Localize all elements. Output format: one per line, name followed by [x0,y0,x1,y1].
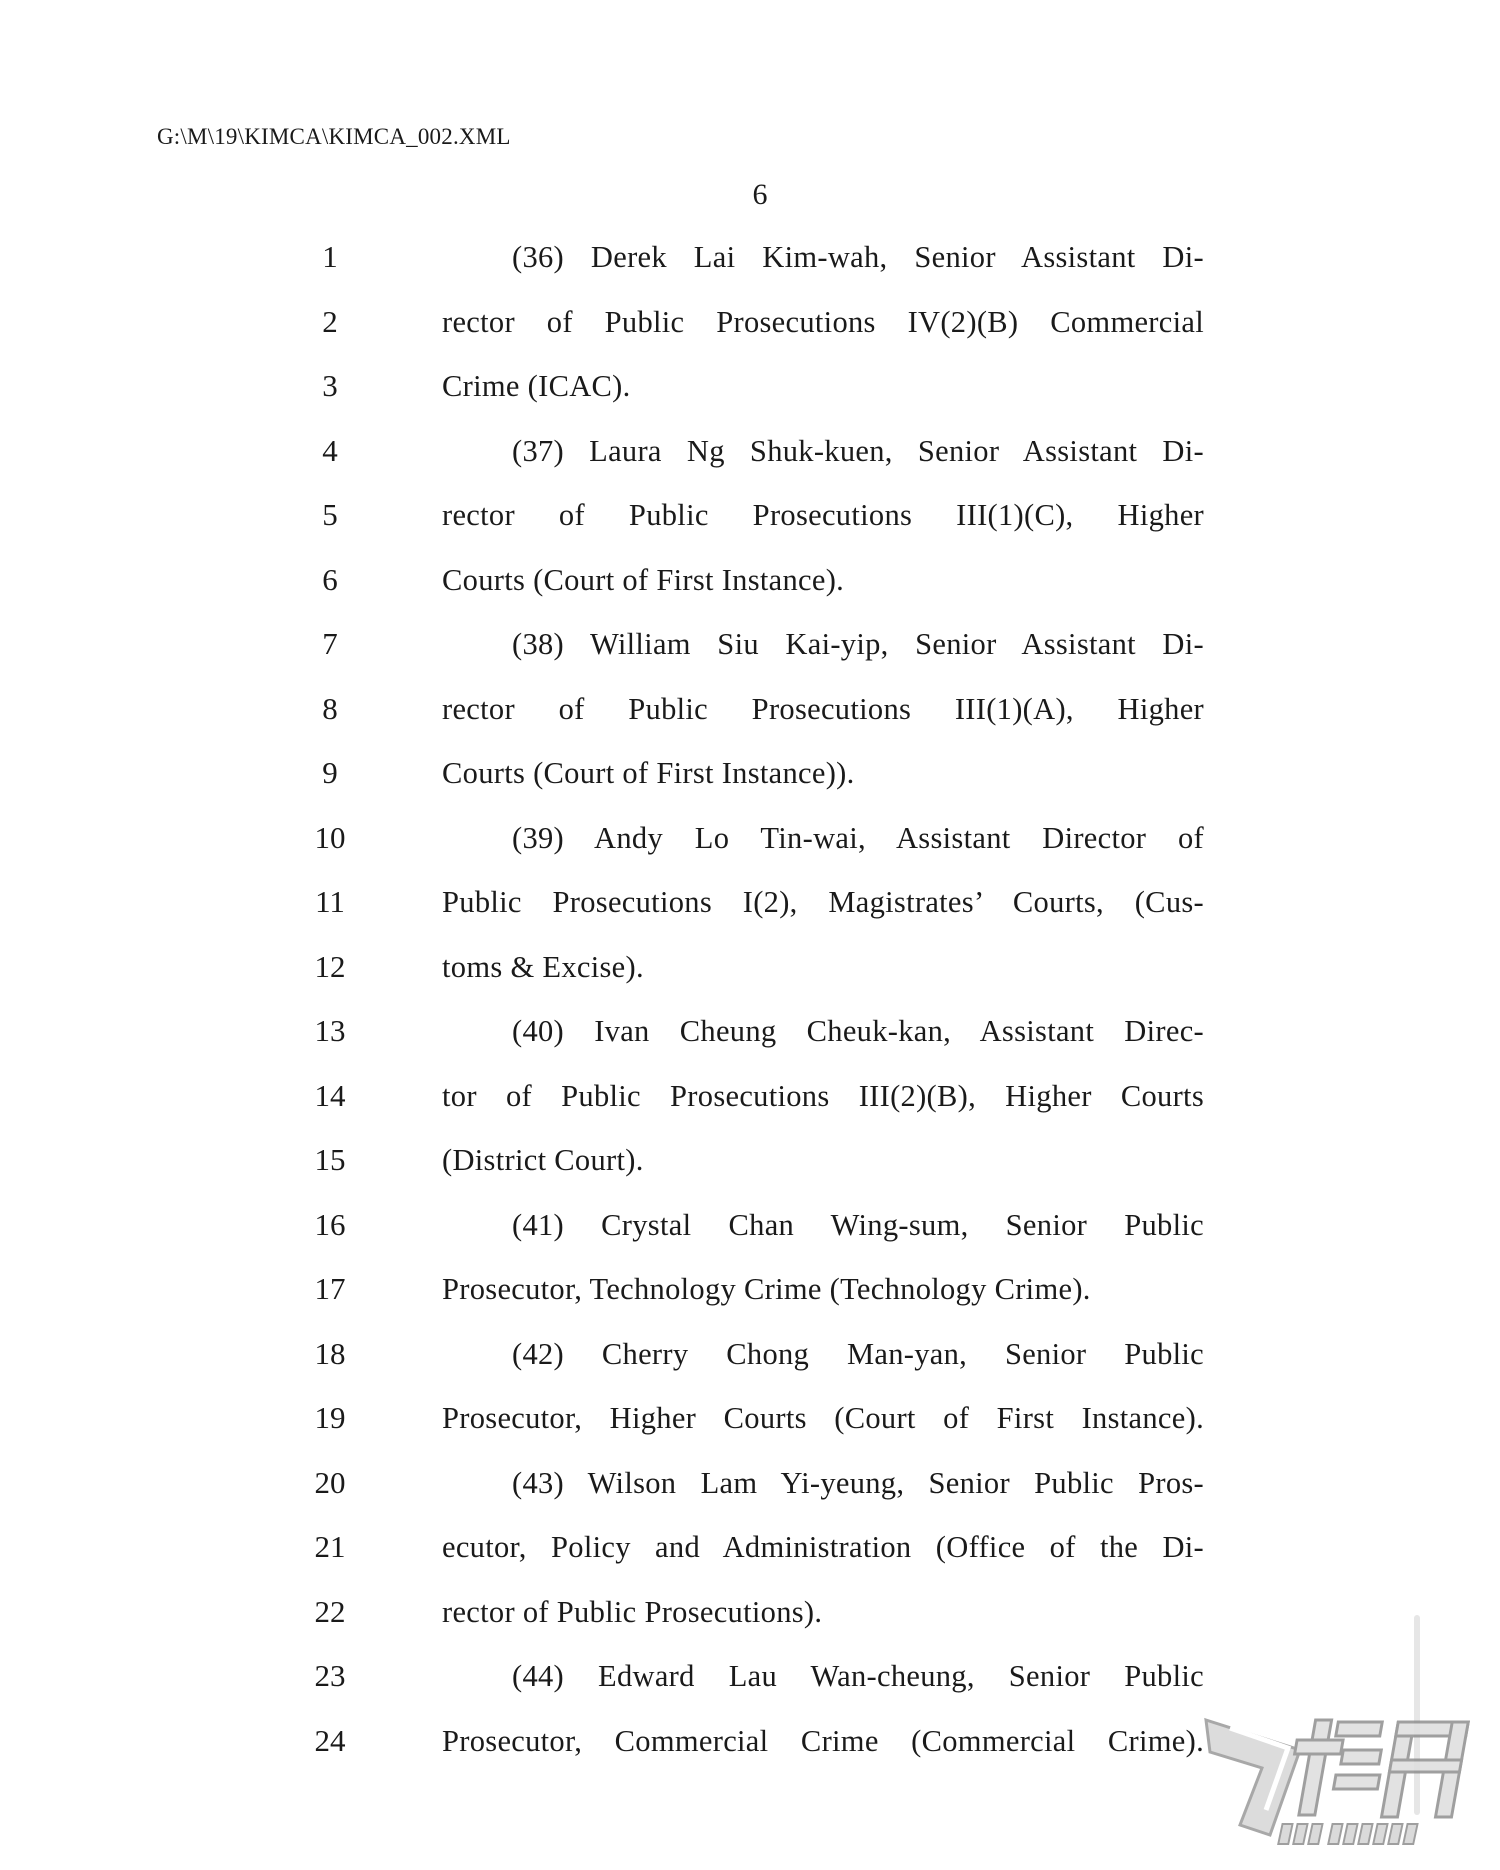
text-line [0,1265,1500,1330]
line-text: ecutor, Policy and Administration (Office of the Di- [442,1530,1204,1564]
file-path-header: G:\M\19\KIMCA\KIMCA_002.XML [157,124,511,149]
line-text: Courts (Court of First Instance). [442,562,845,597]
text-line [0,362,1500,427]
line-number: 17 [314,1271,346,1306]
text-line [0,814,1500,879]
line-number: 16 [314,1206,346,1242]
line-number: 9 [322,755,338,790]
text-line [0,1394,1500,1459]
line-number: 21 [314,1529,346,1564]
line-text: rector of Public Prosecutions III(1)(A), Higher [442,691,1204,726]
text-line [0,491,1500,556]
line-number: 11 [315,884,345,919]
line-number: 4 [322,432,338,468]
text-line [0,943,1500,1008]
text-line [0,1523,1500,1588]
line-number: 12 [314,948,346,984]
line-number: 20 [314,1464,346,1500]
line-number: 13 [314,1013,346,1048]
line-text: Crime (ICAC). [442,369,631,403]
line-text: toms & Excise). [442,949,644,984]
line-number: 8 [322,690,338,726]
text-line [0,1136,1500,1201]
line-number: 1 [322,239,338,274]
line-text: rector of Public Prosecutions IV(2)(B) Commercial [442,304,1204,339]
line-text: (36) Derek Lai Kim-wah, Senior Assistant Di- [512,240,1204,274]
line-number: 22 [314,1593,346,1629]
line-text: (37) Laura Ng Shuk-kuen, Senior Assistant Di- [512,433,1204,468]
text-line [0,620,1500,685]
text-line [0,233,1500,298]
line-number: 7 [322,626,338,661]
text-line [0,749,1500,814]
line-text: (38) William Siu Kai-yip, Senior Assistant Di- [512,627,1204,661]
line-number: 24 [314,1722,346,1758]
text-line [0,1007,1500,1072]
line-number: 3 [322,368,338,403]
line-number: 6 [322,561,338,597]
text-line [0,427,1500,492]
text-line [0,1459,1500,1524]
line-text: (44) Edward Lau Wan-cheung, Senior Public [512,1659,1204,1693]
text-line [0,556,1500,621]
line-text: (42) Cherry Chong Man-yan, Senior Public [512,1336,1204,1371]
text-line [0,1201,1500,1266]
text-line [0,878,1500,943]
line-text: (43) Wilson Lam Yi-yeung, Senior Public Pros- [512,1465,1204,1500]
text-line [0,685,1500,750]
line-number: 5 [322,497,338,532]
text-line [0,1072,1500,1137]
line-text: rector of Public Prosecutions). [442,1594,823,1629]
line-text: rector of Public Prosecutions III(1)(C), Higher [442,498,1204,532]
page-number: 6 [752,178,768,211]
line-text: (District Court). [442,1143,644,1177]
line-text: Prosecutor, Commercial Crime (Commercial Crime). [442,1723,1204,1758]
line-number: 18 [314,1335,346,1371]
line-text: (41) Crystal Chan Wing-sum, Senior Public [512,1207,1204,1242]
line-number: 10 [314,819,346,855]
line-text: Prosecutor, Technology Crime (Technology Crime). [442,1272,1091,1306]
document-body [0,233,1500,1781]
text-line [0,1330,1500,1395]
watermark-logo [1200,1610,1490,1850]
line-number: 14 [314,1077,346,1113]
line-text: Courts (Court of First Instance)). [442,756,855,790]
line-number: 2 [322,303,338,339]
text-line [0,298,1500,363]
line-text: Public Prosecutions I(2), Magistrates’ Courts, (Cus- [442,885,1204,919]
line-number: 15 [314,1142,346,1177]
line-text: Prosecutor, Higher Courts (Court of First Instance). [442,1401,1204,1435]
line-text: tor of Public Prosecutions III(2)(B), Higher Courts [442,1078,1204,1113]
line-number: 19 [314,1400,346,1435]
line-text: (39) Andy Lo Tin-wai, Assistant Director of [512,820,1204,855]
line-number: 23 [314,1658,346,1693]
line-text: (40) Ivan Cheung Cheuk-kan, Assistant Direc- [512,1014,1204,1048]
